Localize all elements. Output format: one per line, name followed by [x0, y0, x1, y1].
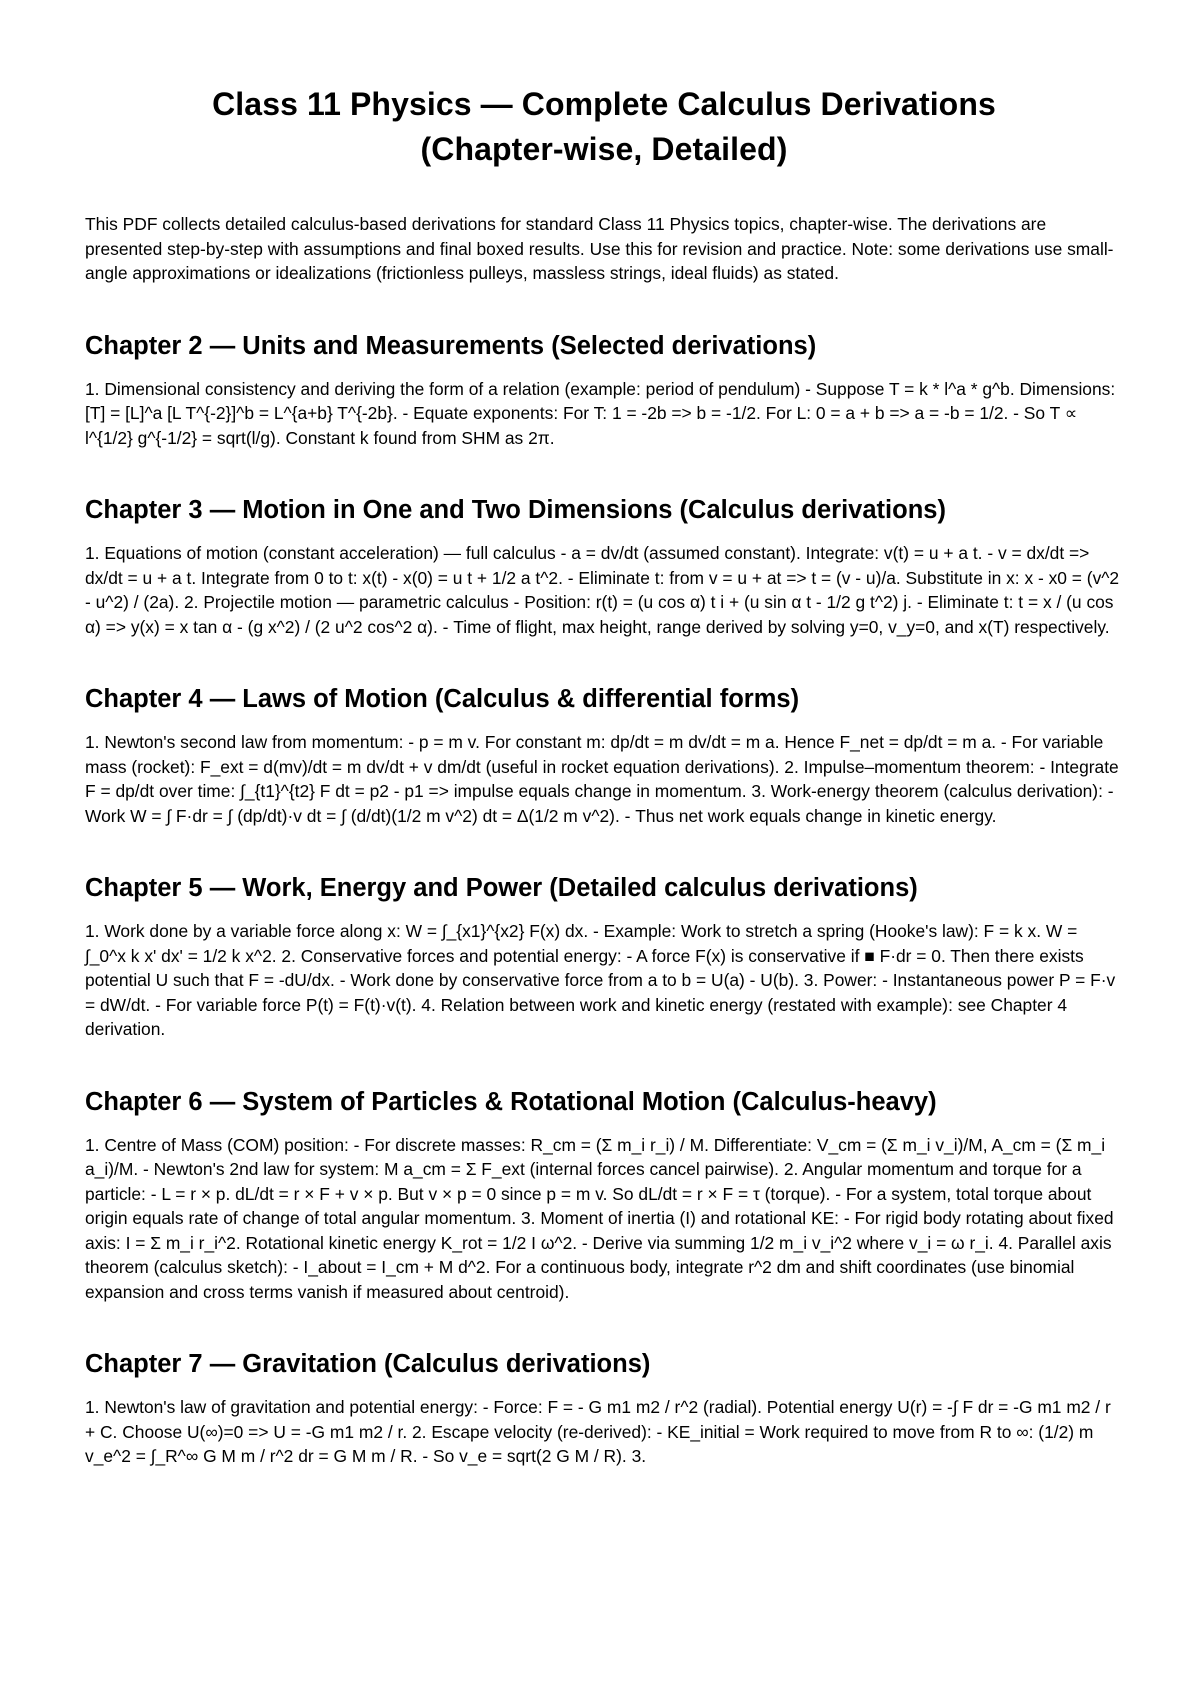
- chapter-2-section: [85, 330, 1123, 451]
- chapter-7-body: 1. Newton's law of gravitation and potential energy: - Force: F = - G m1 m2 / r^2 (radial). Potential energy U(r) = -∫ F dr = -G m1 m2 / r + C. Choose U(∞)=0 => U = -G m1 m2 / r. 2. Escape velocity (re-derived): - KE_initial = Work required to move from R to ∞: (1/2) m v_e^2 = ∫_R^∞ G M m / r^2 dr = G M m / R. - So v_e = sqrt(2 G M / R). 3.: [85, 1397, 1111, 1466]
- chapter-4-heading: Chapter 4 — Laws of Motion (Calculus & differential forms): [85, 685, 800, 713]
- chapter-3-body: 1. Equations of motion (constant acceleration) — full calculus - a = dv/dt (assumed constant). Integrate: v(t) = u + a t. - v = dx/dt => dx/dt = u + a t. Integrate from 0 to t: x(t) - x(0) = u t + 1/2 a t^2. - Eliminate t: from v = u + at => t = (v - u)/a. Substitute in x: x - x0 = (v^2 - u^2) / (2a). 2. Projectile motion — parametric calculus - Position: r(t) = (u cos α) t i + (u sin α t - 1/2 g t^2) j. - Eliminate t: t = x / (u cos α) => y(x) = x tan α - (g x^2) / (2 u^2 cos^2 α). - Time of flight, max height, range derived by solving y=0, v_y=0, and x(T) respectively.: [85, 543, 1120, 637]
- chapter-7-section: [85, 1348, 1123, 1469]
- chapter-4-section: [85, 683, 1123, 828]
- document-title-line-2: (Chapter-wise, Detailed): [420, 131, 788, 167]
- document-title: [85, 82, 1123, 172]
- chapter-4-body: 1. Newton's second law from momentum: - p = m v. For constant m: dp/dt = m dv/dt = m a. Hence F_net = dp/dt = m a. - For variable mass (rocket): F_ext = d(mv)/dt = m dv/dt + v dm/dt (useful in rocket equation derivations). 2. Impulse–momentum theorem: - Integrate F = dp/dt over time: ∫_{t1}^{t2} F dt = p2 - p1 => impulse equals change in momentum. 3. Work-energy theorem (calculus derivation): - Work W = ∫ F·dr = ∫ (dp/dt)·v dt = ∫ (d/dt)(1/2 m v^2) dt = Δ(1/2 m v^2). - Thus net work equals change in kinetic energy.: [85, 732, 1119, 826]
- chapter-2-body: 1. Dimensional consistency and deriving the form of a relation (example: period of pendulum) - Suppose T = k * l^a * g^b. Dimensions: [T] = [L]^a [L T^{-2}]^b = L^{a+b} T^{-2b}. - Equate exponents: For T: 1 = -2b => b = -1/2. For L: 0 = a + b => a = -b = 1/2. - So T ∝ l^{1/2} g^{-1/2} = sqrt(l/g). Constant k found from SHM as 2π.: [85, 378, 1116, 448]
- chapter-6-section: [85, 1086, 1123, 1305]
- chapter-5-heading: Chapter 5 — Work, Energy and Power (Detailed calculus derivations): [85, 874, 918, 902]
- chapter-5-body: 1. Work done by a variable force along x: W = ∫_{x1}^{x2} F(x) dx. - Example: Work to stretch a spring (Hooke's law): F = k x. W = ∫_0^x k x' dx' = 1/2 k x^2. 2. Conservative forces and potential energy: - A force F(x) is conservative if ■ F·dr = 0. Then there exists potential U such that F = -dU/dx. - Work done by conservative force from a to b = U(a) - U(b). 3. Power: - Instantaneous power P = F·v = dW/dt. - For variable force P(t) = F(t)·v(t). 4. Relation between work and kinetic energy (restated with example): see Chapter 4 derivation.: [85, 921, 1116, 1039]
- document-title-line-1: Class 11 Physics — Complete Calculus Derivations: [212, 86, 996, 122]
- intro-paragraph: This PDF collects detailed calculus-based derivations for standard Class 11 Physics topics, chapter-wise. The derivations are presented step-by-step with assumptions and final boxed results. Use this for revision and practice. Note: some derivations use small-angle approximations or idealizations (frictionless pulleys, massless strings, ideal fluids) as stated.: [85, 214, 1114, 283]
- chapter-5-section: [85, 872, 1123, 1042]
- chapter-6-heading: Chapter 6 — System of Particles & Rotational Motion (Calculus-heavy): [85, 1087, 937, 1116]
- chapter-6-body: 1. Centre of Mass (COM) position: - For discrete masses: R_cm = (Σ m_i r_i) / M. Differentiate: V_cm = (Σ m_i v_i)/M, A_cm = (Σ m_i a_i)/M. - Newton's 2nd law for system: M a_cm = Σ F_ext (internal forces cancel pairwise). 2. Angular momentum and torque for a particle: - L = r × p. dL/dt = r × F + v × p. But v × p = 0 since p = m v. So dL/dt = r × F = τ (torque). - For a system, total torque about origin equals rate of change of total angular momentum. 3. Moment of inertia (I) and rotational KE: - For rigid body rotating about fixed axis: I = Σ m_i r_i^2. Rotational kinetic energy K_rot = 1/2 I ω^2. - Derive via summing 1/2 m_i v_i^2 where v_i = ω r_i. 4. Parallel axis theorem (calculus sketch): - I_about = I_cm + M d^2. For a continuous body, integrate r^2 dm and shift coordinates (use binomial expansion and cross terms vanish if measured about centroid).: [85, 1134, 1114, 1302]
- chapter-3-heading: Chapter 3 — Motion in One and Two Dimensions (Calculus derivations): [85, 496, 946, 524]
- chapter-7-heading: Chapter 7 — Gravitation (Calculus derivations): [85, 1350, 651, 1378]
- chapter-2-heading: Chapter 2 — Units and Measurements (Selected derivations): [85, 331, 817, 360]
- chapter-3-section: [85, 494, 1123, 639]
